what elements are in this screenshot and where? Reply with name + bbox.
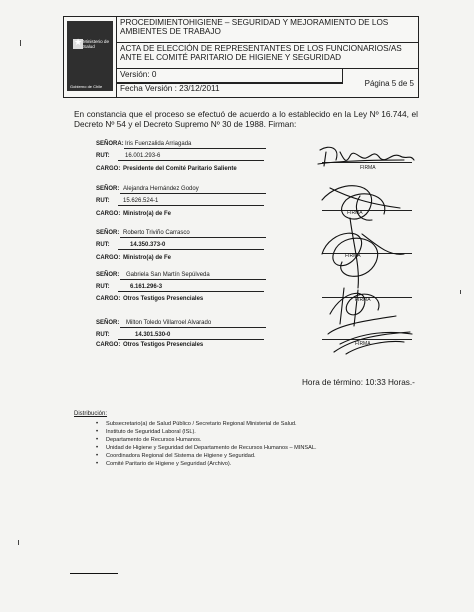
scan-mark [460, 290, 461, 294]
cargo-label: CARGO: [96, 255, 121, 261]
list-item: • Coordinadora Regional del Sistema de Higiene y Seguridad. [96, 452, 317, 460]
star-icon: ★ [74, 37, 83, 47]
footer-rule [70, 573, 118, 574]
cargo-label: CARGO: [96, 211, 121, 217]
firma-label: FIRMA [355, 297, 371, 303]
logo-ministry-text: Ministerio de Salud [83, 39, 110, 49]
firma-label: FIRMA [345, 253, 361, 259]
list-item: • Subsecretario(a) de Salud Público / Secretario Regional Ministerial de Salud. [96, 420, 317, 428]
intro-paragraph: En constancia que el proceso se efectuó de acuerdo a lo establecido en la Ley Nº 16.744, el Decreto Nº 54 y el Decreto Supremo Nº 30 de 1988. Firman: [74, 109, 418, 129]
cargo-label: CARGO: [96, 296, 121, 302]
rut-label: RUT: [96, 153, 110, 159]
signatory-cargo: Ministro(a) de Fe [123, 255, 172, 261]
firma-label: FIRMA [355, 341, 371, 347]
signatory-name: Iris Fuenzalida Arriagada [125, 141, 192, 147]
rut-label: RUT: [96, 284, 110, 290]
signatory-name: Gabriela San Martín Sepúlveda [126, 272, 210, 278]
logo-footer-text: Gobierno de Chile [70, 84, 103, 89]
cargo-label: CARGO: [96, 166, 121, 172]
signatory-cargo: Ministro(a) de Fe [123, 211, 172, 217]
rut-label: RUT: [96, 242, 110, 248]
signatory-name: Milton Toledo Villarroel Alvarado [126, 320, 212, 326]
handwritten-signatures [300, 138, 440, 368]
list-item: • Unidad de Higiene y Seguridad del Departamento de Recursos Humanos – MINSAL. [96, 444, 317, 452]
scan-mark [20, 40, 21, 46]
procedure-title: PROCEDIMIENTOHIGIENE – SEGURIDAD Y MEJORAMIENTO DE LOS AMBIENTES DE TRABAJO [117, 17, 418, 43]
document-title: ACTA DE ELECCIÓN DE REPRESENTANTES DE LOS FUNCIONARIOS/AS ANTE EL COMITÉ PARITARIO DE HIGIENE Y SEGURIDAD [117, 43, 418, 69]
list-item: • Comité Paritario de Higiene y Seguridad (Archivo). [96, 460, 317, 468]
rut-label: RUT: [96, 332, 110, 338]
title-label: SEÑOR: [96, 272, 120, 278]
list-item: • Instituto de Seguridad Laboral (ISL). [96, 428, 317, 436]
signatory-cargo: Presidente del Comité Paritario Saliente [123, 166, 237, 172]
signatory-rut: 6.161.296-3 [130, 284, 163, 290]
signatory-name: Alejandra Hernández Godoy [123, 186, 199, 192]
list-item: • Departamento de Recursos Humanos. [96, 436, 317, 444]
title-label: SEÑOR: [96, 186, 120, 192]
end-time: Hora de término: 10:33 Horas.- [302, 378, 415, 387]
title-label: SEÑORA: [96, 141, 124, 147]
signatory-rut: 16.001.293-6 [125, 153, 161, 159]
signatory-rut: 14.350.373-0 [130, 242, 166, 248]
signatory-name: Roberto Triviño Carrasco [123, 230, 190, 236]
rut-label: RUT: [96, 198, 110, 204]
version: Versión: 0 [117, 69, 343, 83]
firma-label: FIRMA [360, 165, 376, 171]
signatory-cargo: Otros Testigos Presenciales [123, 342, 204, 348]
distribution-list [96, 420, 317, 468]
distribution-title: Distribución: [74, 411, 108, 417]
firma-label: FIRMA [347, 210, 363, 216]
page-number: Página 5 de 5 [364, 78, 414, 88]
scan-mark [18, 540, 19, 545]
title-label: SEÑOR: [96, 230, 120, 236]
cargo-label: CARGO: [96, 342, 121, 348]
signatory-rut: 15.626.524-1 [123, 198, 159, 204]
ministry-logo [64, 17, 117, 97]
signatory-rut: 14.301.530-0 [135, 332, 171, 338]
document-header [63, 16, 419, 98]
signatory-cargo: Otros Testigos Presenciales [123, 296, 204, 302]
version-date: Fecha Versión : 23/12/2011 [120, 84, 220, 93]
title-label: SEÑOR: [96, 320, 120, 326]
